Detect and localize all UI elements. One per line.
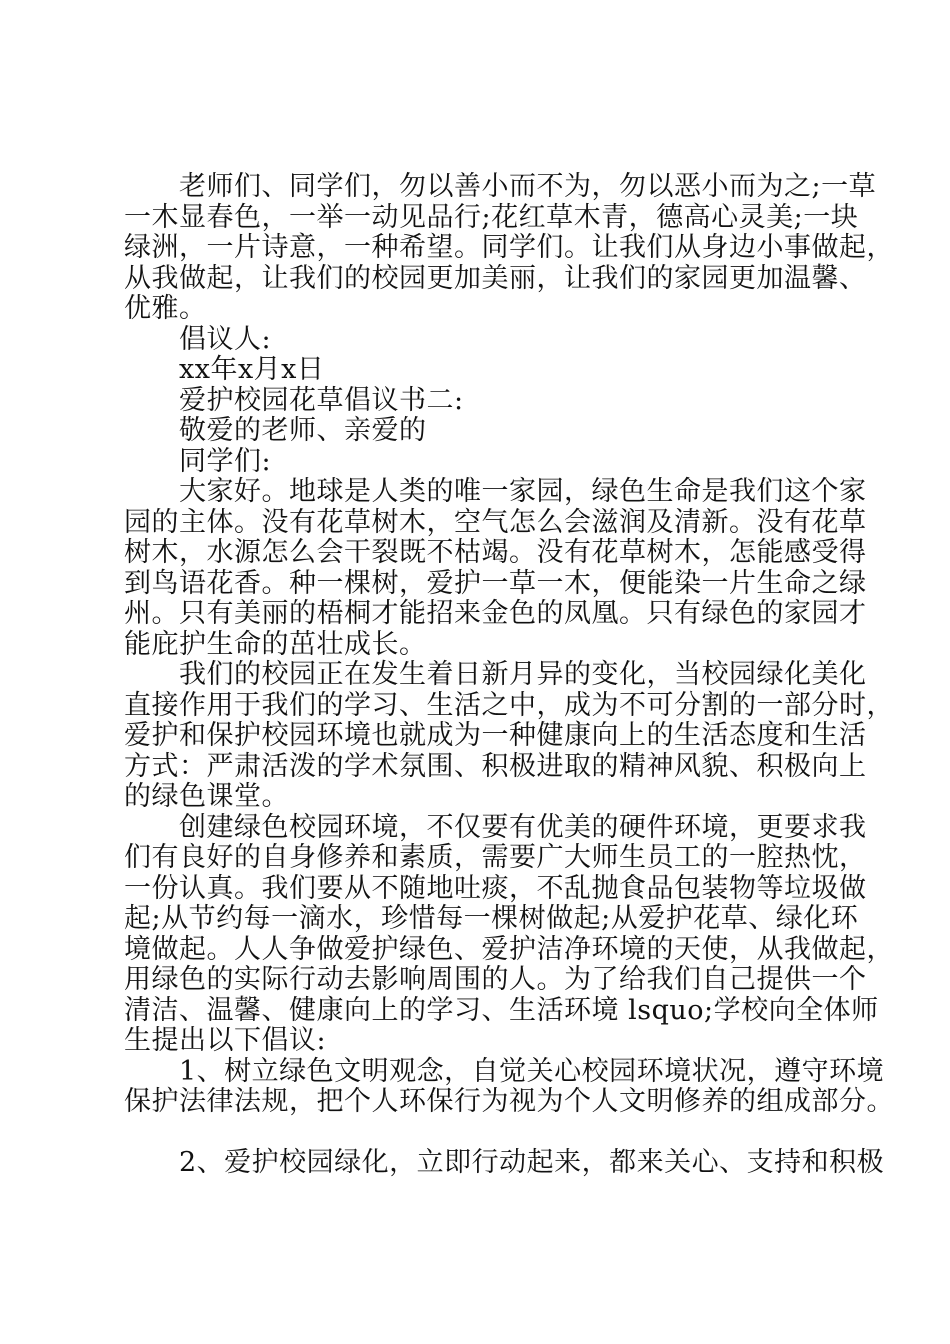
- text-line: 到鸟语花香。种一棵树，爱护一草一木，便能染一片生命之绿: [124, 567, 867, 599]
- text-line: 敬爱的老师、亲爱的: [179, 415, 427, 446]
- text-line: 一份认真。我们要从不随地吐痰，不乱抛食品包装物等垃圾做: [124, 872, 867, 904]
- text-line: 清洁、温馨、健康向上的学习、生活环境 lsquo;学校向全体师: [124, 994, 879, 1026]
- text-line: 生提出以下倡议:: [124, 1025, 327, 1056]
- text-line: 爱护校园花草倡议书二:: [179, 384, 464, 416]
- document-body: [124, 171, 894, 1178]
- text-line: 用绿色的实际行动去影响周围的人。为了给我们自己提供一个: [124, 964, 867, 995]
- text-line: 树木，水源怎么会干裂既不枯竭。没有花草树木，怎能感受得: [124, 537, 867, 568]
- text-line: 从我做起，让我们的校园更加美丽，让我们的家园更加温馨、: [124, 262, 867, 294]
- text-line: 方式：严肃活泼的学术氛围、积极进取的精神风貌、积极向上: [124, 750, 867, 782]
- text-line: 同学们:: [179, 445, 272, 477]
- text-line: 保护法律法规，把个人环保行为视为个人文明修养的组成部分。: [124, 1086, 894, 1117]
- text-line: 我们的校园正在发生着日新月异的变化，当校园绿化美化: [179, 659, 867, 690]
- text-line: 一木显春色，一举一动见品行;花红草木青，德高心灵美;一块: [124, 201, 859, 233]
- text-line: 创建绿色校园环境，不仅要有优美的硬件环境，更要求我: [179, 811, 867, 843]
- text-line: 园的主体。没有花草树木，空气怎么会滋润及清新。没有花草: [124, 506, 867, 538]
- text-line: 大家好。地球是人类的唯一家园，绿色生命是我们这个家: [179, 476, 867, 507]
- text-line: 起;从节约每一滴水，珍惜每一棵树做起;从爱护花草、绿化环: [124, 903, 859, 934]
- text-line: 绿洲，一片诗意，一种希望。同学们。让我们从身边小事做起，: [124, 232, 894, 263]
- text-line: 优雅。: [124, 293, 207, 324]
- text-line: 境做起。人人争做爱护绿色、爱护洁净环境的天使，从我做起，: [124, 933, 894, 965]
- text-line: 老师们、同学们，勿以善小而不为，勿以恶小而为之;一草: [179, 171, 877, 202]
- text-line: 能庇护生命的茁壮成长。: [124, 628, 427, 660]
- text-line: 爱护和保护校园环境也就成为一种健康向上的生活态度和生活: [124, 720, 867, 751]
- text-line: xx年x月x日: [179, 354, 325, 385]
- text-line: 的绿色课堂。: [124, 781, 289, 812]
- text-line: 州。只有美丽的梧桐才能招来金色的凤凰。只有绿色的家园才: [124, 598, 867, 629]
- text-line: 们有良好的自身修养和素质，需要广大师生员工的一腔热忱，: [124, 842, 867, 873]
- text-line: 1、树立绿色文明观念，自觉关心校园环境状况，遵守环境: [179, 1055, 885, 1087]
- text-line: 2、爱护校园绿化，立即行动起来，都来关心、支持和积极: [179, 1146, 885, 1178]
- text-line: 倡议人:: [179, 323, 272, 355]
- text-line: 直接作用于我们的学习、生活之中，成为不可分割的一部分时，: [124, 689, 894, 721]
- blank-line: [124, 1118, 842, 1148]
